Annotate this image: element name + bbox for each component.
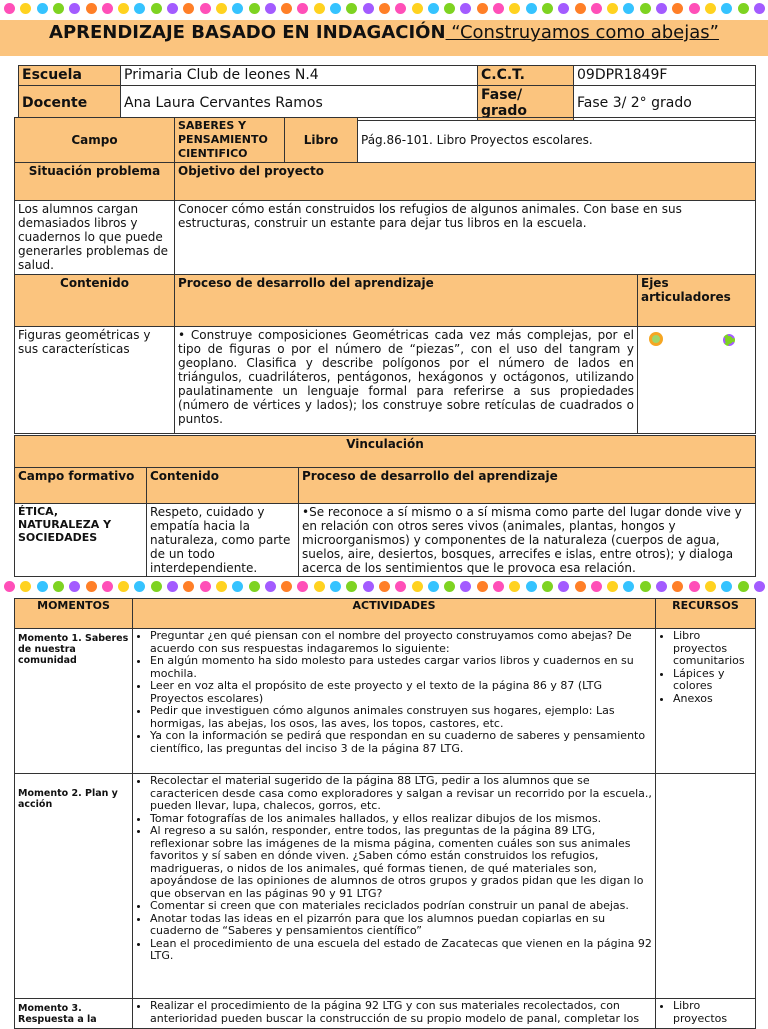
decorative-dot: [297, 3, 308, 14]
decorative-dot: [607, 3, 618, 14]
contenido-text: Figuras geométricas y sus características: [15, 327, 175, 434]
decorative-dot: [363, 581, 374, 592]
objetivo-label: Objetivo del proyecto: [175, 163, 756, 201]
decorative-dot: [721, 3, 732, 14]
contenido-label: Contenido: [15, 275, 175, 327]
decorative-dot: [102, 581, 113, 592]
decorative-dot: [53, 581, 64, 592]
decorative-dot: [53, 3, 64, 14]
resource-item: • Lápices y colores: [673, 668, 752, 693]
decorative-dot: [216, 3, 227, 14]
activity-item: • Ya con la información se pedirá que respondan en su cuaderno de saberes y pensamiento científico, las preguntas del inciso 3 de la página 87 LTG.: [150, 730, 652, 755]
col-recursos: RECURSOS: [656, 599, 756, 629]
decorative-dot: [330, 581, 341, 592]
cct-value: 09DPR1849F: [574, 66, 756, 86]
objetivo-text: Conocer cómo están construidos los refugios de algunos animales. Con base en sus estructuras, construir un estante para dejar tus libros en la escuela.: [175, 201, 756, 275]
cct-label: C.C.T.: [478, 66, 574, 86]
decorative-dot: [69, 3, 80, 14]
decorative-dot: [444, 581, 455, 592]
decorative-dot: [509, 581, 520, 592]
decorative-dot: [526, 581, 537, 592]
vin-contenido-label: Contenido: [147, 468, 299, 504]
title-subtitle: “Construyamos como abejas”: [445, 22, 719, 43]
decorative-dot: [314, 581, 325, 592]
decorative-dot: [509, 3, 520, 14]
proceso-label: Proceso de desarrollo del aprendizaje: [175, 275, 638, 327]
resource-item: • Libro proyectos comunitarios: [673, 630, 752, 668]
decorative-dot: [558, 3, 569, 14]
momento-name: Momento 2. Plan y acción: [18, 788, 118, 810]
decorative-dot: [412, 581, 423, 592]
decorative-dot: [672, 581, 683, 592]
activity-item: • Tomar fotografías de los animales hallados, y ellos realizar dibujos de los mismos.: [150, 813, 652, 826]
decorative-dot: [379, 581, 390, 592]
decorative-dot: [379, 3, 390, 14]
activity-item: • Recolectar el material sugerido de la página 88 LTG, pedir a los alumnos que se caractericen desde casa como exploradores y salgan a revisar un recorrido por la escuela., pueden llevar, lupa, chalecos, gorros, etc.: [150, 775, 652, 813]
decorative-dot: [249, 581, 260, 592]
decorative-dot: [721, 581, 732, 592]
decorative-dot: [281, 3, 292, 14]
decorative-dot: [102, 3, 113, 14]
activity-item: • Pedir que investiguen cómo algunos animales construyen sus hogares, ejemplo: Las hormigas, las abejas, los osos, las aves, los topos, castores, etc.: [150, 705, 652, 730]
momento-name: Momento 3. Respuesta a la: [18, 1003, 97, 1025]
decorative-dot: [395, 3, 406, 14]
vinculacion-table: [14, 435, 756, 577]
decorative-dot: [575, 3, 586, 14]
ejes-icons: [638, 327, 756, 434]
page-title: [0, 22, 768, 44]
decorative-dot: [20, 581, 31, 592]
decorative-dot: [705, 581, 716, 592]
decorative-dot: [754, 3, 765, 14]
vin-campo-text: ÉTICA, NATURALEZA Y SOCIEDADES: [15, 504, 147, 577]
decorative-dot: [200, 3, 211, 14]
decorative-dot: [444, 3, 455, 14]
decorative-dot: [363, 3, 374, 14]
vin-proceso-text: •Se reconoce a sí mismo o a sí misma como parte del lugar donde vive y en relación con otros seres vivos (animales, plantas, hongos y microorganismos) y componentes de la naturaleza (cuerpos de agua, suelos, aire, desiertos, bosques, arrecifes e islas, entre otros); y dialoga acerca de los sentimientos que le provoca esa relación.: [299, 504, 756, 577]
resource-item: • Anexos: [673, 693, 752, 706]
decorative-dot: [623, 3, 634, 14]
decorative-dot: [167, 3, 178, 14]
decorative-dot: [314, 3, 325, 14]
decorative-dot: [738, 3, 749, 14]
decorative-dot: [689, 3, 700, 14]
decorative-dot: [672, 3, 683, 14]
decorative-dot: [738, 581, 749, 592]
vinculacion-label: Vinculación: [15, 436, 756, 468]
decorative-dot: [86, 581, 97, 592]
momento-resources: [656, 629, 756, 774]
decorative-dot: [4, 3, 15, 14]
docente-label: Docente: [19, 86, 121, 121]
decorative-dot: [151, 581, 162, 592]
decorative-dot: [542, 3, 553, 14]
eje-icon-2: [723, 334, 735, 346]
decorative-dot: [265, 581, 276, 592]
momentos-table: [14, 598, 756, 1029]
escuela-value: Primaria Club de leones N.4: [121, 66, 478, 86]
decorative-dot: [526, 3, 537, 14]
decorative-dot: [216, 581, 227, 592]
decorative-dot: [575, 581, 586, 592]
fase-value: Fase 3/ 2° grado: [574, 86, 756, 121]
campo-value: SABERES Y PENSAMIENTO CIENTIFICO: [175, 118, 285, 163]
decorative-dot: [640, 3, 651, 14]
decorative-dot: [86, 3, 97, 14]
vin-proceso-label: Proceso de desarrollo del aprendizaje: [299, 468, 756, 504]
decorative-dot: [297, 581, 308, 592]
momento-name: Momento 1. Saberes de nuestra comunidad: [18, 633, 129, 666]
decorative-dot: [118, 581, 129, 592]
momento-resources: [656, 774, 756, 999]
decorative-dot: [134, 581, 145, 592]
decorative-dot: [656, 3, 667, 14]
libro-label: Libro: [285, 118, 358, 163]
campo-label: Campo: [15, 118, 175, 163]
decorative-dot: [4, 581, 15, 592]
decorative-dot: [265, 3, 276, 14]
decorative-dot: [183, 3, 194, 14]
decorative-dot: [346, 3, 357, 14]
proceso-text: • Construye composiciones Geométricas cada vez más complejas, por el tipo de figuras o por el número de “piezas”, con el uso del tangram y geoplano. Clasifica y describe polígonos por el número de lados en triángulos, cuadriláteros, pentágonos, hexágonos y octágonos, utilizando paulatinamente un lenguaje formal para referirse a sus propiedades (número de vértices y lados); los construye sobre retículas de cuadrados o puntos.: [175, 327, 638, 434]
decorative-dot: [477, 3, 488, 14]
eje-icon-1: [649, 332, 663, 346]
decorative-dot: [591, 3, 602, 14]
activity-item: • En algún momento ha sido molesto para ustedes cargar varios libros y cuadernos en su mochila.: [150, 655, 652, 680]
project-plan-table: [14, 117, 756, 434]
middle-dot-border: [0, 578, 768, 596]
activity-item: • Comentar si creen que con materiales reciclados podrían construir un panal de abejas.: [150, 900, 652, 913]
decorative-dot: [656, 581, 667, 592]
situacion-label: Situación problema: [15, 163, 175, 201]
decorative-dot: [428, 581, 439, 592]
decorative-dot: [477, 581, 488, 592]
decorative-dot: [493, 3, 504, 14]
activity-item: • Leer en voz alta el propósito de este proyecto y el texto de la página 86 y 87 (LTG Proyectos escolares): [150, 680, 652, 705]
decorative-dot: [689, 581, 700, 592]
decorative-dot: [640, 581, 651, 592]
activity-item: • Al regreso a su salón, responder, entre todos, las preguntas de la página 89 LTG, reflexionar sobre las imágenes de la misma página, comenten cuáles son sus animales favoritos y sí saben en dónde viven. ¿Saben cómo están construidos los refugios, madrigueras, o nidos de los animales, qué formas tienen, de qué materiales son, apoyándose de las opiniones de alumnos de otros grupos y grados pidan que les digan lo que observan en las páginas 90 y 91 LTG?: [150, 825, 652, 900]
escuela-label: Escuela: [19, 66, 121, 86]
decorative-dot: [428, 3, 439, 14]
decorative-dot: [607, 581, 618, 592]
decorative-dot: [249, 3, 260, 14]
decorative-dot: [705, 3, 716, 14]
decorative-dot: [69, 581, 80, 592]
momento-resources: [656, 999, 756, 1029]
libro-value: Pág.86-101. Libro Proyectos escolares.: [358, 118, 756, 163]
decorative-dot: [20, 3, 31, 14]
info-table: [18, 65, 756, 121]
momento-activities: [133, 629, 656, 774]
decorative-dot: [151, 3, 162, 14]
decorative-dot: [118, 3, 129, 14]
decorative-dot: [232, 3, 243, 14]
col-actividades: ACTIVIDADES: [133, 599, 656, 629]
campo-formativo-label: Campo formativo: [15, 468, 147, 504]
decorative-dot: [623, 581, 634, 592]
decorative-dot: [167, 581, 178, 592]
activity-item: • Lean el procedimiento de una escuela del estado de Zacatecas que vienen en la página 92 LTG.: [150, 938, 652, 963]
decorative-dot: [542, 581, 553, 592]
situacion-text: Los alumnos cargan demasiados libros y cuadernos lo que puede generarles problemas de salud.: [15, 201, 175, 275]
vin-contenido-text: Respeto, cuidado y empatía hacia la naturaleza, como parte de un todo interdependiente.: [147, 504, 299, 577]
decorative-dot: [558, 581, 569, 592]
decorative-dot: [330, 3, 341, 14]
ejes-label: Ejes articuladores: [638, 275, 756, 327]
activity-item: • Realizar el procedimiento de la página 92 LTG y con sus materiales recolectados, con anterioridad pueden buscar la construcción de su propio modelo de panal, completar los: [150, 1000, 652, 1025]
decorative-dot: [200, 581, 211, 592]
decorative-dot: [37, 3, 48, 14]
activity-item: • Preguntar ¿en qué piensan con el nombre del proyecto construyamos como abejas? De acuerdo con sus respuestas indagaremos lo siguiente:: [150, 630, 652, 655]
decorative-dot: [346, 581, 357, 592]
decorative-dot: [37, 581, 48, 592]
resource-item: • Libro proyectos: [673, 1000, 752, 1025]
activity-item: • Anotar todas las ideas en el pizarrón para que los alumnos puedan copiarlas en su cuaderno de “Saberes y pensamientos científico”: [150, 913, 652, 938]
decorative-dot: [460, 581, 471, 592]
decorative-dot: [754, 581, 765, 592]
top-dot-border: [0, 0, 768, 18]
decorative-dot: [493, 581, 504, 592]
decorative-dot: [281, 581, 292, 592]
fase-label: Fase/ grado: [478, 86, 574, 121]
col-momentos: MOMENTOS: [15, 599, 133, 629]
decorative-dot: [460, 3, 471, 14]
momento-activities: [133, 999, 656, 1029]
decorative-dot: [591, 581, 602, 592]
decorative-dot: [134, 3, 145, 14]
docente-value: Ana Laura Cervantes Ramos: [121, 86, 478, 121]
decorative-dot: [183, 581, 194, 592]
decorative-dot: [412, 3, 423, 14]
title-main: APRENDIZAJE BASADO EN INDAGACIÓN: [49, 22, 446, 43]
decorative-dot: [395, 581, 406, 592]
momento-activities: [133, 774, 656, 999]
decorative-dot: [232, 581, 243, 592]
